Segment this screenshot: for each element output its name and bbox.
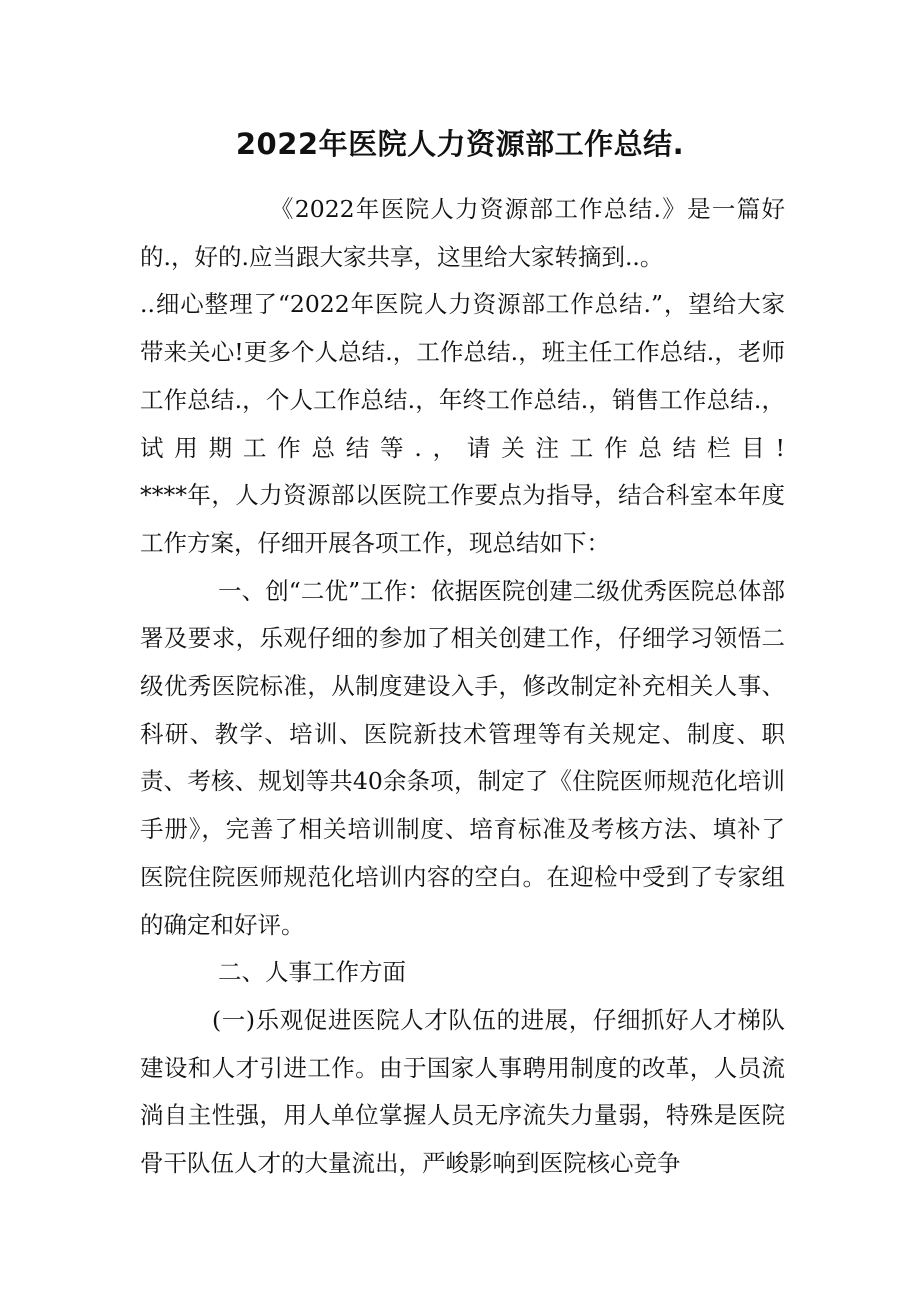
notice-paragraph: ..细心整理了“2022年医院人力资源部工作总结.”，望给大家带来关心!更多个人总结.，工作总结.，班主任工作总结.，老师工作总结.，个人工作总结.，年终工作总结.，销售工作总结.，试用期工作总结等.，请关注工作总结栏目!: [140, 290, 785, 462]
overview-paragraph: ****年，人力资源部以医院工作要点为指导，结合科室本年度工作方案，仔细开展各项工作，现总结如下：: [140, 481, 785, 557]
section-2-1-paragraph: (一)乐观促进医院人才队伍的进展，仔细抓好人才梯队建设和人才引进工作。由于国家人事聘用制度的改革，人员流淌自主性强，用人单位掌握人员无序流失力量弱，特殊是医院骨干队伍人才的大量流出，严峻影响到医院核心竞争: [140, 1005, 785, 1178]
section-1-paragraph: 一、创“二优”工作：依据医院创建二级优秀医院总体部署及要求，乐观仔细的参加了相关创建工作，仔细学习领悟二级优秀医院标准，从制度建设入手，修改制定补充相关人事、科研、教学、培训、医院新技术管理等有关规定、制度、职责、考核、规划等共40余条项，制定了《住院医师规范化培训手册》，完善了相关培训制度、培育标准及考核方法、填补了医院住院医师规范化培训内容的空白。在迎检中受到了专家组的确定和好评。: [140, 576, 785, 939]
document-body: [140, 186, 785, 1188]
intro-paragraph: 《2022年医院人力资源部工作总结.》是一篇好的.，好的.应当跟大家共享，这里给大家转摘到..。: [140, 195, 785, 271]
document-title: 2022年医院人力资源部工作总结.: [235, 127, 685, 161]
section-2-heading: 二、人事工作方面: [218, 958, 406, 987]
